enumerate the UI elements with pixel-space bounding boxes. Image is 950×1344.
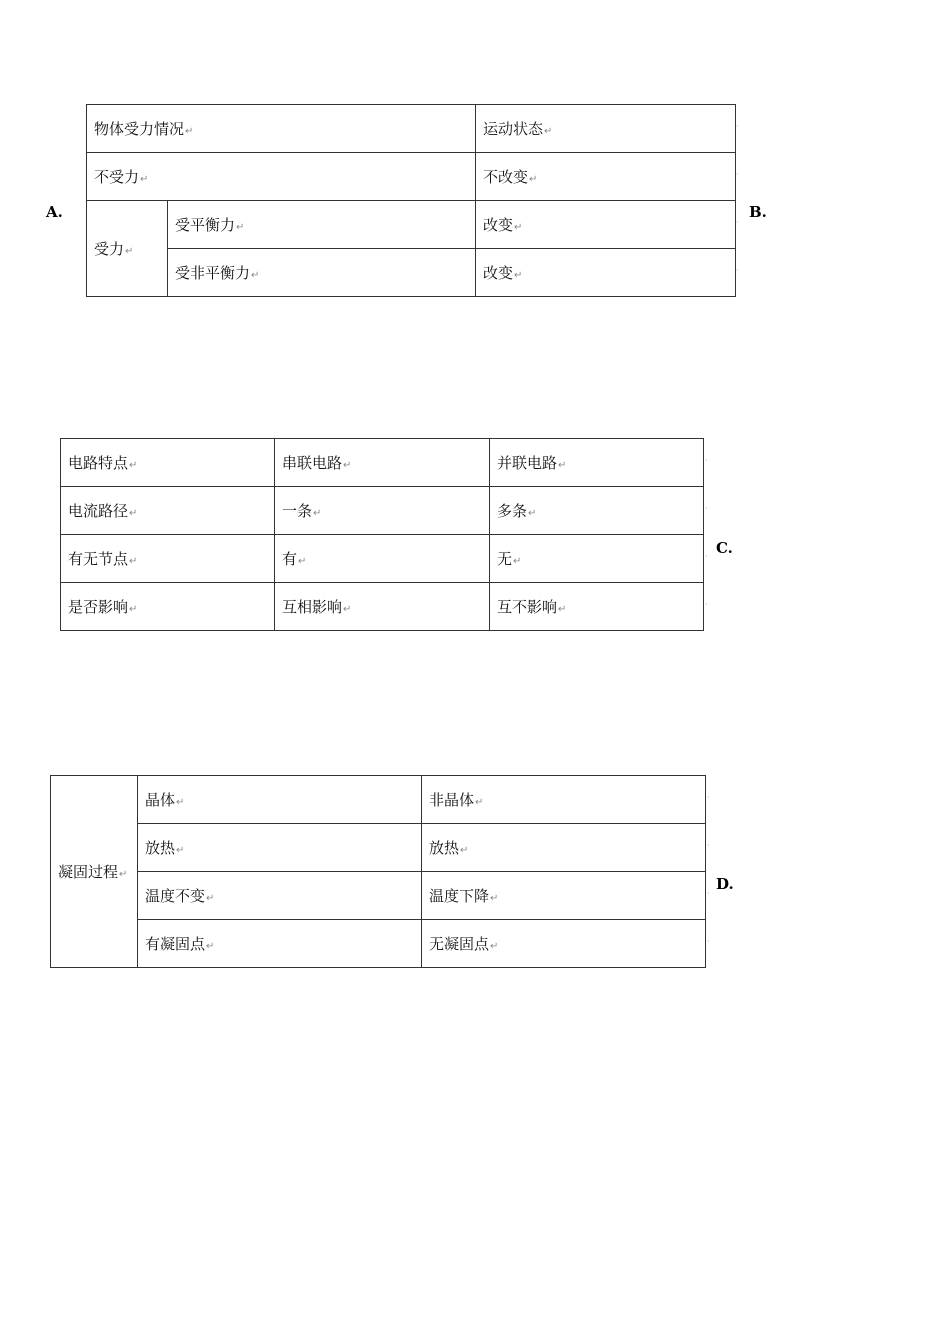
row-end-mark: · bbox=[736, 218, 739, 227]
table-cell: 电流路径↵ bbox=[61, 487, 275, 535]
table-cell: 有无节点↵ bbox=[61, 535, 275, 583]
table-cell: 无凝固点↵ bbox=[422, 920, 706, 968]
table-row bbox=[87, 105, 736, 153]
row-end-mark: · bbox=[736, 170, 739, 179]
table-cell: 放热↵ bbox=[138, 824, 422, 872]
table-cell: 互相影响↵ bbox=[275, 583, 490, 631]
table-row bbox=[51, 872, 706, 920]
table-cell: 并联电路↵ bbox=[490, 439, 704, 487]
circuit-table bbox=[60, 438, 704, 631]
table-cell: 受非平衡力↵ bbox=[168, 249, 476, 297]
table-cell: 放热↵ bbox=[422, 824, 706, 872]
table-cell: 温度下降↵ bbox=[422, 872, 706, 920]
table-cell: 物体受力情况↵ bbox=[87, 105, 476, 153]
table-cell: 非晶体↵ bbox=[422, 776, 706, 824]
solidification-table bbox=[50, 775, 706, 968]
option-label-b: B. bbox=[749, 203, 767, 221]
table-cell: 受平衡力↵ bbox=[168, 201, 476, 249]
row-end-mark: · bbox=[705, 552, 708, 561]
table-row bbox=[61, 535, 704, 583]
table-row bbox=[87, 201, 736, 249]
table-cell: 不改变↵ bbox=[476, 153, 736, 201]
table-cell: 晶体↵ bbox=[138, 776, 422, 824]
table-cell: 多条↵ bbox=[490, 487, 704, 535]
table-cell: 受力↵ bbox=[87, 201, 168, 297]
table-cell: 凝固过程↵ bbox=[51, 776, 138, 968]
table-cell: 电路特点↵ bbox=[61, 439, 275, 487]
table-cell: 一条↵ bbox=[275, 487, 490, 535]
table-cell: 运动状态↵ bbox=[476, 105, 736, 153]
table-row bbox=[51, 920, 706, 968]
table-row bbox=[51, 824, 706, 872]
table-cell: 不受力↵ bbox=[87, 153, 476, 201]
row-end-mark: · bbox=[707, 841, 710, 850]
option-label-d: D. bbox=[716, 875, 734, 893]
table-row bbox=[87, 153, 736, 201]
table-cell: 是否影响↵ bbox=[61, 583, 275, 631]
force-motion-table bbox=[86, 104, 736, 297]
table-cell: 有凝固点↵ bbox=[138, 920, 422, 968]
table-cell: 无↵ bbox=[490, 535, 704, 583]
option-label-c: C. bbox=[716, 539, 733, 557]
table-cell: 温度不变↵ bbox=[138, 872, 422, 920]
table-row bbox=[61, 487, 704, 535]
row-end-mark: · bbox=[736, 266, 739, 275]
option-label-a: A. bbox=[46, 203, 63, 221]
table-cell: 串联电路↵ bbox=[275, 439, 490, 487]
table-row bbox=[87, 249, 736, 297]
row-end-mark: · bbox=[707, 889, 710, 898]
row-end-mark: · bbox=[705, 504, 708, 513]
row-end-mark: · bbox=[705, 456, 708, 465]
table-cell: 互不影响↵ bbox=[490, 583, 704, 631]
table-cell: 有↵ bbox=[275, 535, 490, 583]
row-end-mark: · bbox=[705, 600, 708, 609]
table-cell: 改变↵ bbox=[476, 249, 736, 297]
table-cell: 改变↵ bbox=[476, 201, 736, 249]
row-end-mark: · bbox=[707, 937, 710, 946]
table-row bbox=[61, 583, 704, 631]
table-row bbox=[51, 776, 706, 824]
row-end-mark: · bbox=[736, 122, 739, 131]
row-end-mark: · bbox=[707, 793, 710, 802]
table-row bbox=[61, 439, 704, 487]
